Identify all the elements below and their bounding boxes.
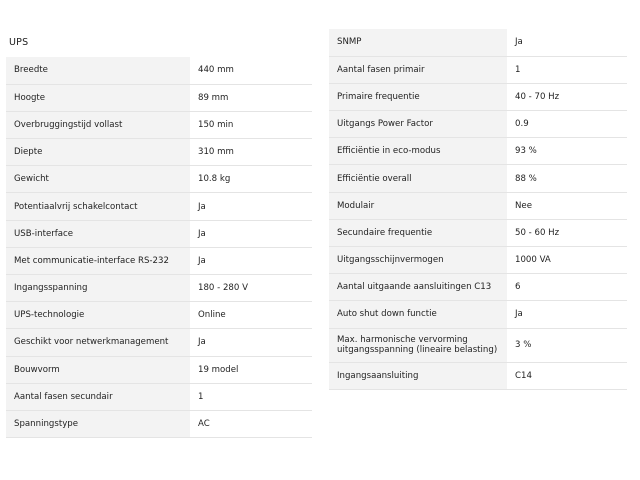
- spec-row: [6, 57, 312, 84]
- spec-value: 10.8 kg: [190, 166, 312, 193]
- spec-value: AC: [190, 410, 312, 437]
- spec-label: Ingangsspanning: [6, 275, 190, 302]
- spec-value: Online: [190, 302, 312, 329]
- spec-value: Ja: [190, 193, 312, 220]
- spec-value: 1: [190, 383, 312, 410]
- spec-value: 150 min: [190, 111, 312, 138]
- spec-row: [329, 362, 627, 389]
- spec-label: Secundaire frequentie: [329, 219, 507, 246]
- spec-row: [6, 275, 312, 302]
- spec-value: 310 mm: [190, 139, 312, 166]
- spec-label: Primaire frequentie: [329, 83, 507, 110]
- spec-row: [6, 166, 312, 193]
- spec-label: Spanningstype: [6, 410, 190, 437]
- spec-row: [6, 302, 312, 329]
- spec-label: Modulair: [329, 192, 507, 219]
- spec-label: Bouwvorm: [6, 356, 190, 383]
- right-spec-table: [329, 29, 627, 390]
- spec-value: 93 %: [507, 138, 627, 165]
- spec-label: Ingangsaansluiting: [329, 362, 507, 389]
- spec-value: Ja: [190, 247, 312, 274]
- spec-row: [6, 356, 312, 383]
- spec-label: UPS-technologie: [6, 302, 190, 329]
- spec-label: Potentiaalvrij schakelcontact: [6, 193, 190, 220]
- spec-row: [329, 274, 627, 301]
- spec-row: [6, 410, 312, 437]
- spec-row: [6, 111, 312, 138]
- spec-row: [6, 193, 312, 220]
- spec-row: [329, 111, 627, 138]
- spec-label: Uitgangs Power Factor: [329, 111, 507, 138]
- spec-row: [329, 138, 627, 165]
- spec-value: 40 - 70 Hz: [507, 83, 627, 110]
- spec-value: 440 mm: [190, 57, 312, 84]
- spec-label: Efficiëntie overall: [329, 165, 507, 192]
- section-title: UPS: [9, 37, 29, 48]
- spec-row: [329, 165, 627, 192]
- spec-row: [329, 328, 627, 362]
- spec-label: Max. harmonische vervorming uitgangsspanning (lineaire belasting): [329, 328, 507, 362]
- spec-row: [329, 29, 627, 56]
- spec-row: [6, 247, 312, 274]
- spec-value: 0.9: [507, 111, 627, 138]
- spec-row: [329, 83, 627, 110]
- spec-label: Breedte: [6, 57, 190, 84]
- spec-row: [6, 329, 312, 356]
- spec-label: Diepte: [6, 139, 190, 166]
- spec-row: [329, 247, 627, 274]
- spec-value: C14: [507, 362, 627, 389]
- spec-label: SNMP: [329, 29, 507, 56]
- spec-row: [329, 219, 627, 246]
- spec-value: 89 mm: [190, 84, 312, 111]
- spec-value: 3 %: [507, 328, 627, 362]
- spec-value: 6: [507, 274, 627, 301]
- spec-label: Uitgangsschijnvermogen: [329, 247, 507, 274]
- spec-value: 50 - 60 Hz: [507, 219, 627, 246]
- spec-value: 1000 VA: [507, 247, 627, 274]
- spec-row: [6, 139, 312, 166]
- spec-value: Ja: [507, 301, 627, 328]
- spec-label: Overbruggingstijd vollast: [6, 111, 190, 138]
- spec-value: Ja: [190, 329, 312, 356]
- spec-label: Efficiëntie in eco-modus: [329, 138, 507, 165]
- spec-label: Gewicht: [6, 166, 190, 193]
- spec-value: Ja: [507, 29, 627, 56]
- left-spec-table: [6, 57, 312, 438]
- spec-value: 180 - 280 V: [190, 275, 312, 302]
- spec-value: Nee: [507, 192, 627, 219]
- spec-label: Hoogte: [6, 84, 190, 111]
- spec-value: 1: [507, 56, 627, 83]
- spec-label: Met communicatie-interface RS-232: [6, 247, 190, 274]
- spec-row: [329, 192, 627, 219]
- spec-value: 88 %: [507, 165, 627, 192]
- spec-label: USB-interface: [6, 220, 190, 247]
- spec-row: [6, 383, 312, 410]
- spec-row: [329, 301, 627, 328]
- spec-row: [6, 84, 312, 111]
- spec-label: Geschikt voor netwerkmanagement: [6, 329, 190, 356]
- spec-label: Aantal fasen secundair: [6, 383, 190, 410]
- spec-row: [6, 220, 312, 247]
- spec-label: Aantal uitgaande aansluitingen C13: [329, 274, 507, 301]
- spec-row: [329, 56, 627, 83]
- spec-value: Ja: [190, 220, 312, 247]
- spec-label: Aantal fasen primair: [329, 56, 507, 83]
- spec-value: 19 model: [190, 356, 312, 383]
- spec-label: Auto shut down functie: [329, 301, 507, 328]
